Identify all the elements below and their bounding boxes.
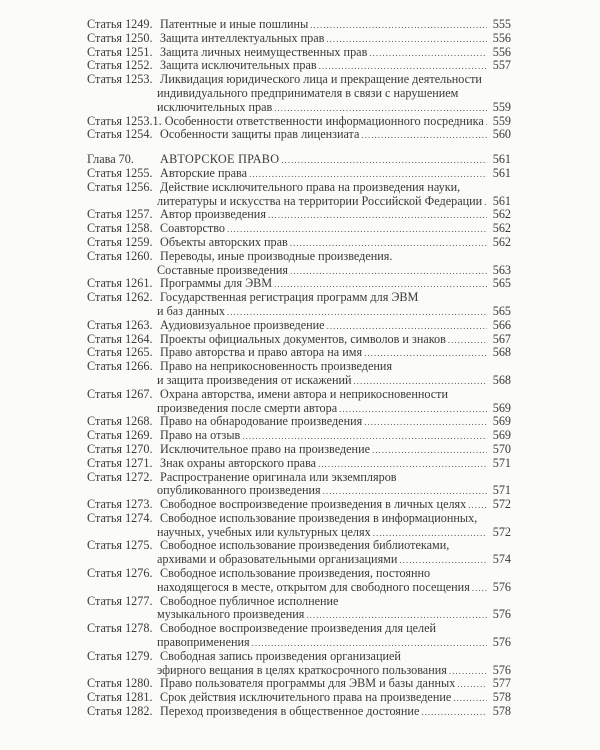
entry-number: Глава 70. xyxy=(87,152,134,167)
entry-title: Государственная регистрация программ для ЭВМ xyxy=(160,290,419,305)
entry-number: Статья 1270. xyxy=(87,441,153,456)
page-number[interactable]: 556 xyxy=(492,44,511,59)
entry-number: Статья 1273. xyxy=(87,497,153,512)
entry-title: Свободное воспроизведение произведения в личных целях xyxy=(160,497,467,512)
toc-line xyxy=(87,153,511,167)
entry-title: АВТОРСКОЕ ПРАВО xyxy=(160,152,280,167)
entry-number: Статья 1264. xyxy=(87,331,153,346)
entry-title: Свободное использование произведения библиотеками, xyxy=(160,538,450,553)
toc-line xyxy=(87,402,511,416)
toc-line xyxy=(87,18,511,32)
page-number[interactable]: 570 xyxy=(492,441,511,456)
entry-title: Право пользователя программы для ЭВМ и базы данных xyxy=(160,676,456,691)
dot-leader xyxy=(310,19,487,33)
toc-line xyxy=(87,59,511,73)
entry-number: Статья 1254. xyxy=(87,127,153,142)
entry-number: Статья 1266. xyxy=(87,359,153,374)
dot-leader xyxy=(290,265,487,279)
entry-number: Статья 1253.1. xyxy=(87,113,162,128)
page-number[interactable]: 576 xyxy=(492,607,511,622)
toc-line xyxy=(87,374,511,388)
section-gap xyxy=(87,142,511,153)
toc-article-entry[interactable] xyxy=(87,346,511,360)
entry-title: Свободное использование произведения в информационных, xyxy=(160,510,478,525)
toc-line xyxy=(87,388,511,402)
toc-article-entry[interactable] xyxy=(87,333,511,347)
entry-number: Статья 1249. xyxy=(87,17,153,31)
toc-article-entry[interactable] xyxy=(87,677,511,691)
toc-line xyxy=(87,429,511,443)
dot-leader xyxy=(369,47,487,61)
entry-number: Статья 1267. xyxy=(87,386,153,401)
dot-leader xyxy=(453,692,487,706)
toc-line xyxy=(87,128,511,142)
entry-title: произведения после смерти автора xyxy=(157,400,338,415)
entry-title: Ликвидация юридического лица и прекращение деятельности xyxy=(160,72,482,87)
entry-title: литературы и искусства на территории Российской Федерации xyxy=(157,193,483,208)
toc-line xyxy=(87,539,511,553)
entry-title: правоприменения xyxy=(157,635,250,650)
page-number[interactable]: 561 xyxy=(492,152,511,167)
entry-title: исключительных прав xyxy=(157,99,273,114)
entry-title: музыкального произведения xyxy=(157,607,305,622)
entry-title: Свободное публичное исполнение xyxy=(160,593,339,608)
toc-article-entry[interactable] xyxy=(87,250,511,278)
entry-number: Статья 1260. xyxy=(87,248,153,263)
toc-line xyxy=(87,664,511,678)
entry-number: Статья 1278. xyxy=(87,621,153,636)
toc-line xyxy=(87,636,511,650)
toc-article-entry[interactable] xyxy=(87,512,511,540)
toc-article-entry[interactable] xyxy=(87,46,511,60)
toc-line xyxy=(87,32,511,46)
entry-title: Автор произведения xyxy=(160,207,266,222)
dot-leader xyxy=(457,678,487,692)
entry-number: Статья 1280. xyxy=(87,676,153,691)
page-number[interactable]: 567 xyxy=(492,331,511,346)
toc-article-entry[interactable] xyxy=(87,277,511,291)
page-number[interactable]: 561 xyxy=(492,165,511,180)
toc-line xyxy=(87,101,511,115)
page-number[interactable]: 574 xyxy=(492,552,511,567)
entry-number: Статья 1261. xyxy=(87,276,153,291)
entry-number: Статья 1259. xyxy=(87,234,153,249)
toc-line xyxy=(87,457,511,471)
toc-line xyxy=(87,691,511,705)
entry-title: Охрана авторства, имени автора и неприкосновенности xyxy=(160,386,449,401)
entry-title: и баз данных xyxy=(157,303,225,318)
entry-number: Статья 1256. xyxy=(87,179,153,194)
toc-line xyxy=(87,46,511,60)
entry-title: Патентные и иные пошлины xyxy=(160,17,309,31)
entry-number: Статья 1279. xyxy=(87,648,153,663)
toc-line xyxy=(87,87,511,101)
dot-leader xyxy=(472,582,487,596)
dot-leader xyxy=(448,334,487,348)
toc-article-entry[interactable] xyxy=(87,567,511,595)
toc-line xyxy=(87,305,511,319)
entry-number: Статья 1276. xyxy=(87,566,153,581)
page-number[interactable]: 576 xyxy=(492,635,511,650)
toc-line xyxy=(87,498,511,512)
page-number[interactable]: 559 xyxy=(492,113,511,128)
toc-line xyxy=(87,195,511,209)
page-number[interactable]: 562 xyxy=(492,221,511,236)
entry-number: Статья 1262. xyxy=(87,290,153,305)
entry-number: Статья 1258. xyxy=(87,221,153,236)
toc-article-entry[interactable] xyxy=(87,236,511,250)
dot-leader xyxy=(486,116,487,130)
entry-title: эфирного вещания в целях краткосрочного пользования xyxy=(157,662,447,677)
entry-number: Статья 1272. xyxy=(87,469,153,484)
toc-line xyxy=(87,415,511,429)
toc-article-entry[interactable] xyxy=(87,291,511,319)
toc-article-entry[interactable] xyxy=(87,691,511,705)
toc-article-entry[interactable] xyxy=(87,498,511,512)
toc-article-entry[interactable] xyxy=(87,415,511,429)
toc-line xyxy=(87,512,511,526)
entry-number: Статья 1268. xyxy=(87,414,153,429)
toc-article-entry[interactable] xyxy=(87,595,511,623)
toc-line xyxy=(87,222,511,236)
toc-line xyxy=(87,622,511,636)
page-number[interactable]: 556 xyxy=(492,30,511,45)
entry-number: Статья 1282. xyxy=(87,704,153,719)
toc-article-entry[interactable] xyxy=(87,167,511,181)
page-number[interactable]: 568 xyxy=(492,345,511,360)
toc-line xyxy=(87,553,511,567)
entry-number: Статья 1257. xyxy=(87,207,153,222)
page-number[interactable]: 562 xyxy=(492,207,511,222)
entry-title: Срок действия исключительного права на произведение xyxy=(160,690,452,705)
page-number[interactable]: 576 xyxy=(492,662,511,677)
page-number[interactable]: 565 xyxy=(492,276,511,291)
toc-chapter-entry[interactable] xyxy=(87,153,511,167)
entry-title: Знак охраны авторского права xyxy=(160,455,317,470)
toc-line xyxy=(87,277,511,291)
entry-title: Право на обнародование произведения xyxy=(160,414,363,429)
entry-title: Объекты авторских прав xyxy=(160,234,288,249)
toc-line xyxy=(87,291,511,305)
dot-leader xyxy=(364,416,487,430)
entry-title: опубликованного произведения xyxy=(157,483,321,498)
toc-line xyxy=(87,333,511,347)
toc-article-entry[interactable] xyxy=(87,222,511,236)
toc-article-entry[interactable] xyxy=(87,457,511,471)
entry-title: Переводы, иные производные произведения. xyxy=(160,248,393,263)
page-number[interactable]: 572 xyxy=(492,524,511,539)
table-of-contents xyxy=(87,18,511,719)
page-number[interactable]: 576 xyxy=(492,579,511,594)
toc-line xyxy=(87,236,511,250)
entry-title: Особенности ответственности информационного посредника xyxy=(164,113,484,128)
toc-line xyxy=(87,526,511,540)
entry-title: Составные произведения xyxy=(157,262,288,277)
toc-article-entry[interactable] xyxy=(87,128,511,142)
entry-title: находящегося в месте, открытом для свободного посещения xyxy=(157,579,470,594)
entry-title: Право на отзыв xyxy=(160,428,241,443)
page-number[interactable]: 569 xyxy=(492,428,511,443)
entry-number: Статья 1269. xyxy=(87,428,153,443)
toc-line xyxy=(87,595,511,609)
toc-article-entry[interactable] xyxy=(87,443,511,457)
page-number[interactable]: 571 xyxy=(492,483,511,498)
entry-number: Статья 1252. xyxy=(87,58,153,73)
toc-line xyxy=(87,73,511,87)
page-number[interactable]: 571 xyxy=(492,455,511,470)
toc-article-entry[interactable] xyxy=(87,471,511,499)
entry-title: научных, учебных или культурных целях xyxy=(157,524,371,539)
page-number[interactable]: 572 xyxy=(492,497,511,512)
page-number[interactable]: 578 xyxy=(492,704,511,719)
toc-line xyxy=(87,705,511,719)
dot-leader xyxy=(421,706,487,720)
toc-article-entry[interactable] xyxy=(87,360,511,388)
page-number[interactable]: 568 xyxy=(492,372,511,387)
entry-number: Статья 1255. xyxy=(87,165,153,180)
entry-number: Статья 1281. xyxy=(87,690,153,705)
entry-title: Право авторства и право автора на имя xyxy=(160,345,363,360)
toc-line xyxy=(87,115,511,129)
toc-article-entry[interactable] xyxy=(87,705,511,719)
toc-article-entry[interactable] xyxy=(87,622,511,650)
page-number[interactable]: 569 xyxy=(492,400,511,415)
page-number[interactable]: 559 xyxy=(492,99,511,114)
entry-title: и защита произведения от искажений xyxy=(157,372,352,387)
toc-article-entry[interactable] xyxy=(87,59,511,73)
toc-line xyxy=(87,346,511,360)
page-number[interactable]: 560 xyxy=(492,127,511,142)
page-number[interactable]: 561 xyxy=(492,193,511,208)
entry-number: Статья 1265. xyxy=(87,345,153,360)
entry-title: Особенности защиты прав лицензиата xyxy=(160,127,360,142)
toc-line xyxy=(87,360,511,374)
dot-leader xyxy=(361,129,487,143)
toc-line xyxy=(87,208,511,222)
page-number[interactable]: 565 xyxy=(492,303,511,318)
entry-title: Свободное воспроизведение произведения для целей xyxy=(160,621,437,636)
entry-title: Соавторство xyxy=(160,221,225,236)
toc-line xyxy=(87,650,511,664)
toc-line xyxy=(87,250,511,264)
toc-line xyxy=(87,484,511,498)
page-number[interactable]: 566 xyxy=(492,317,511,332)
dot-leader xyxy=(484,196,487,210)
entry-number: Статья 1277. xyxy=(87,593,153,608)
entry-title: Защита исключительных прав xyxy=(160,58,317,73)
entry-title: Распространение оригинала или экземпляров xyxy=(160,469,397,484)
page-number[interactable]: 577 xyxy=(492,676,511,691)
toc-line xyxy=(87,181,511,195)
toc-article-entry[interactable] xyxy=(87,208,511,222)
page-number[interactable]: 563 xyxy=(492,262,511,277)
entry-title: Свободное использование произведения, постоянно xyxy=(160,566,431,581)
toc-line xyxy=(87,443,511,457)
dot-leader xyxy=(281,154,487,168)
entry-title: Авторские права xyxy=(160,165,247,180)
entry-number: Статья 1251. xyxy=(87,44,153,59)
toc-line xyxy=(87,319,511,333)
toc-article-entry[interactable] xyxy=(87,539,511,567)
toc-article-entry[interactable] xyxy=(87,18,511,32)
page-number[interactable]: 569 xyxy=(492,414,511,429)
entry-number: Статья 1271. xyxy=(87,455,153,470)
toc-line xyxy=(87,608,511,622)
toc-article-entry[interactable] xyxy=(87,388,511,416)
entry-title: Исключительное право на произведение xyxy=(160,441,371,456)
toc-article-entry[interactable] xyxy=(87,650,511,678)
toc-article-entry[interactable] xyxy=(87,429,511,443)
page-number[interactable]: 557 xyxy=(492,58,511,73)
entry-number: Статья 1275. xyxy=(87,538,153,553)
entry-title: Проекты официальных документов, символов и знаков xyxy=(160,331,446,346)
toc-line xyxy=(87,471,511,485)
entry-title: Защита интеллектуальных прав xyxy=(160,30,325,45)
entry-title: Программы для ЭВМ xyxy=(160,276,273,291)
page-number[interactable]: 555 xyxy=(492,17,511,31)
dot-leader xyxy=(372,444,487,458)
entry-number: Статья 1253. xyxy=(87,72,153,87)
entry-title: Переход произведения в общественное достояние xyxy=(160,704,420,719)
toc-article-entry[interactable] xyxy=(87,32,511,46)
page-number[interactable]: 562 xyxy=(492,234,511,249)
entry-title: Защита личных неимущественных прав xyxy=(160,44,368,59)
toc-article-entry[interactable] xyxy=(87,181,511,209)
toc-line xyxy=(87,581,511,595)
toc-line xyxy=(87,567,511,581)
entry-title: Аудиовизуальное произведение xyxy=(160,317,325,332)
dot-leader xyxy=(268,209,487,223)
entry-number: Статья 1263. xyxy=(87,317,153,332)
entry-title: Свободная запись произведения организацией xyxy=(160,648,401,663)
toc-article-entry[interactable] xyxy=(87,319,511,333)
entry-title: Действие исключительного права на произведения науки, xyxy=(160,179,461,194)
entry-number: Статья 1274. xyxy=(87,510,153,525)
toc-line xyxy=(87,677,511,691)
toc-line xyxy=(87,264,511,278)
entry-number: Статья 1250. xyxy=(87,30,153,45)
entry-title: Право на неприкосновенность произведения xyxy=(160,359,393,374)
toc-line xyxy=(87,167,511,181)
toc-article-entry[interactable] xyxy=(87,73,511,114)
toc-article-entry[interactable] xyxy=(87,115,511,129)
page-number[interactable]: 578 xyxy=(492,690,511,705)
entry-title: индивидуального предпринимателя в связи с нарушением xyxy=(157,85,459,100)
entry-title: архивами и образовательными организациями xyxy=(157,552,398,567)
